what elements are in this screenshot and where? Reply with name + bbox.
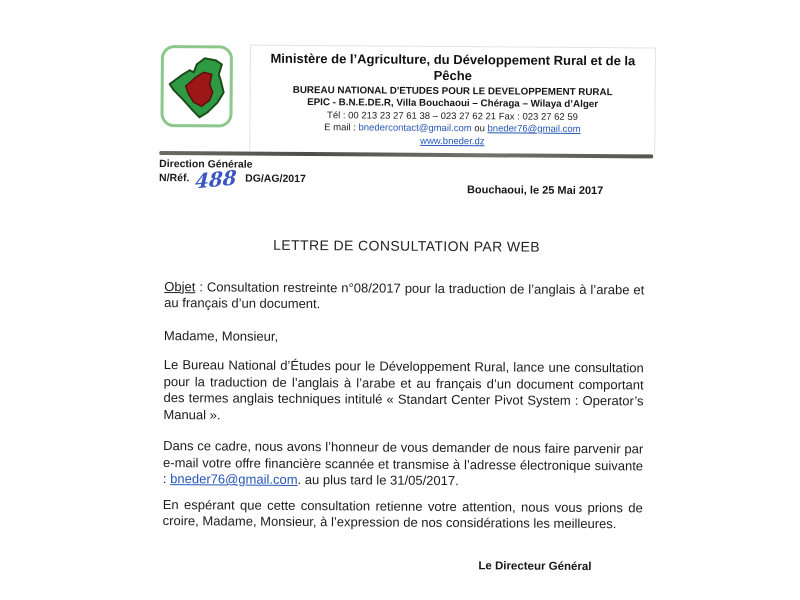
website-line xyxy=(252,134,652,149)
email-separator: ou xyxy=(471,123,488,135)
letter-title: LETTRE DE CONSULTATION PAR WEB xyxy=(273,236,541,255)
handwritten-ref-number: 488 xyxy=(194,164,238,194)
ref-label: N/Réf. xyxy=(159,171,190,184)
salutation: Madame, Monsieur, xyxy=(163,327,279,344)
objet-label: Objet xyxy=(164,278,196,294)
place-date-line: Bouchaoui, le 25 Mai 2017 xyxy=(466,183,604,197)
p2-text-after: . au plus tard le 31/05/2017. xyxy=(297,472,459,489)
email-link-primary[interactable]: bnedercontact@gmail.com xyxy=(358,122,472,135)
bureau-name: BUREAU NATIONAL D'ETUDES POUR LE DEVELOPPEMENT RURAL xyxy=(292,84,613,98)
reference-block xyxy=(159,158,655,213)
objet-text: : Consultation restreinte n°08/2017 pour la traduction de l’anglais à l’arabe et au français d’un document. xyxy=(164,278,645,312)
phone-fax-line: Tél : 00 213 23 27 61 38 – 023 27 62 21 Fax : 023 27 62 59 xyxy=(327,110,578,123)
scanned-letter xyxy=(156,44,656,573)
epic-address: EPIC - B.N.E.DE.R, Villa Bouchaoui – Chéraga – Wilaya d’Alger xyxy=(307,96,599,110)
offer-email-link[interactable]: bneder76@gmail.com xyxy=(170,471,298,488)
paragraph-consultation: Le Bureau National d’Études pour le Développement Rural, lance une consultation pour la traduction de l’anglais à l’arabe et au français d’un document comportant des termes anglais techniques intitulé « Standart Center Pivot System : Operator’s Manual ». xyxy=(163,357,644,423)
paragraph-closing: En espérant que cette consultation retienne votre attention, nous vous prions de croire, Madame, Monsieur, à l’expression de nos considérations les meilleures. xyxy=(162,496,643,532)
paragraph-instructions xyxy=(163,438,643,491)
ministry-name: Ministère de l’Agriculture, du Développement Rural et de la Pêche xyxy=(270,50,636,84)
letterhead xyxy=(159,44,656,153)
email-label: E mail : xyxy=(324,121,359,134)
email-link-secondary[interactable]: bneder76@gmail.com xyxy=(487,123,581,135)
signature-title: Le Directeur Général xyxy=(478,559,592,573)
algeria-map-icon xyxy=(159,44,234,129)
website-link[interactable]: www.bneder.dz xyxy=(420,135,485,147)
bneder-algeria-logo xyxy=(159,44,234,129)
letter-body xyxy=(163,279,645,533)
objet-line xyxy=(164,279,644,315)
ref-suffix: DG/AG/2017 xyxy=(245,172,306,185)
p2-text-before: Dans ce cadre, nous avons l’honneur de vous demander de nous faire parvenir par e-mail votre offre financière scannée et transmise à l’adresse électronique suivante : xyxy=(162,438,644,487)
direction-generale-label: Direction Générale xyxy=(159,157,253,171)
letterhead-text-box xyxy=(249,45,656,153)
